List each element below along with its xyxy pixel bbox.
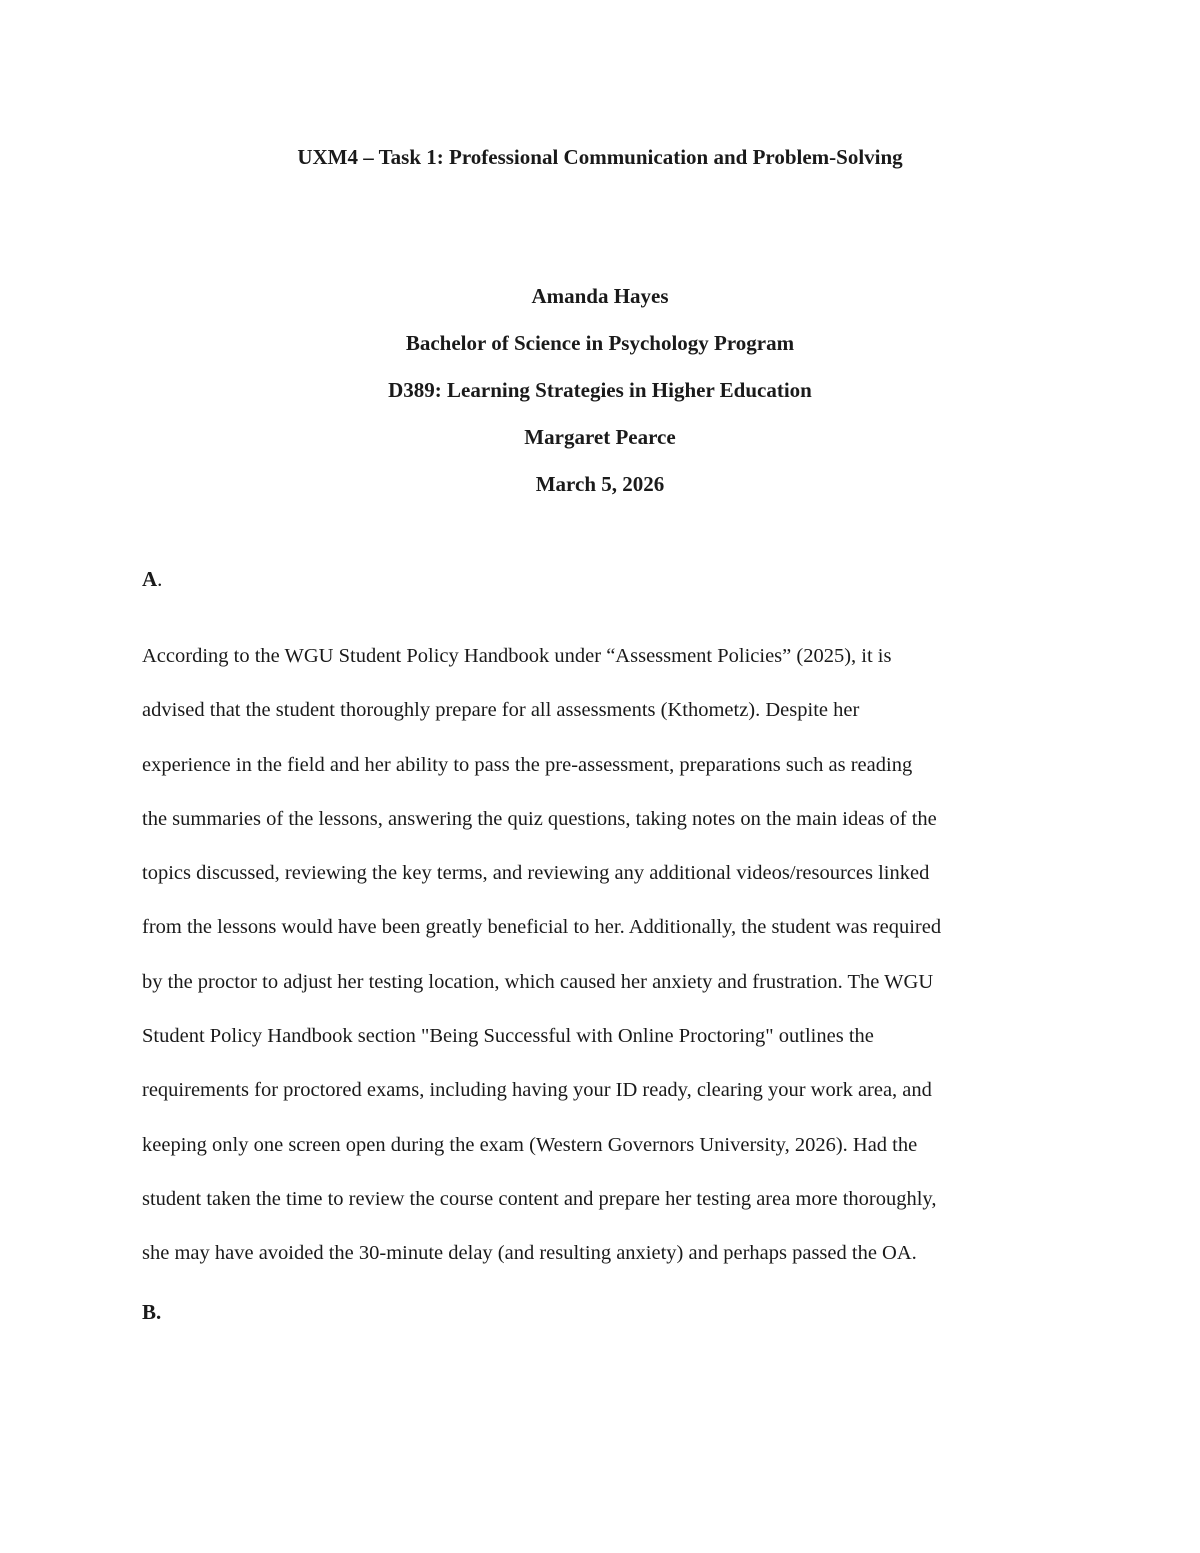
section-a-paragraph xyxy=(142,629,1062,1281)
instructor-name: Margaret Pearce xyxy=(524,425,676,449)
cover-block xyxy=(0,279,1200,514)
paragraph-line: she may have avoided the 30-minute delay (and resulting anxiety) and perhaps passed the OA. xyxy=(142,1242,917,1265)
paragraph-line: topics discussed, reviewing the key terms, and reviewing any additional videos/resources linked xyxy=(142,862,930,885)
paragraph-line: advised that the student thoroughly prepare for all assessments (Kthometz). Despite her xyxy=(142,699,860,722)
program-name: Bachelor of Science in Psychology Program xyxy=(405,331,795,355)
paragraph-line: experience in the field and her ability to pass the pre-assessment, preparations such as reading xyxy=(142,753,913,776)
paragraph-line: from the lessons would have been greatly beneficial to her. Additionally, the student was required xyxy=(142,916,942,939)
paragraph-line: student taken the time to review the course content and prepare her testing area more thoroughly, xyxy=(142,1187,937,1210)
paragraph-line: keeping only one screen open during the exam (Western Governors University, 2026). Had the xyxy=(142,1133,918,1156)
paragraph-line: by the proctor to adjust her testing location, which caused her anxiety and frustration. The WGU xyxy=(142,970,934,993)
author-name: Amanda Hayes xyxy=(531,284,669,308)
document-date: March 5, 2026 xyxy=(535,472,665,496)
section-a-period: . xyxy=(157,567,163,591)
paragraph-line: According to the WGU Student Policy Handbook under “Assessment Policies” (2025), it is xyxy=(142,645,892,667)
section-b-heading: B. xyxy=(142,1300,162,1324)
paragraph-line: Student Policy Handbook section "Being Successful with Online Proctoring" outlines the xyxy=(142,1025,874,1048)
document-title: UXM4 – Task 1: Professional Communication and Problem-Solving xyxy=(297,145,903,169)
section-a-heading xyxy=(142,562,162,596)
paragraph-line: the summaries of the lessons, answering the quiz questions, taking notes on the main ideas of the xyxy=(142,807,937,830)
course-name: D389: Learning Strategies in Higher Education xyxy=(388,378,812,402)
section-a-letter: A xyxy=(142,567,158,591)
paragraph-line: requirements for proctored exams, including having your ID ready, clearing your work area, and xyxy=(142,1079,932,1102)
